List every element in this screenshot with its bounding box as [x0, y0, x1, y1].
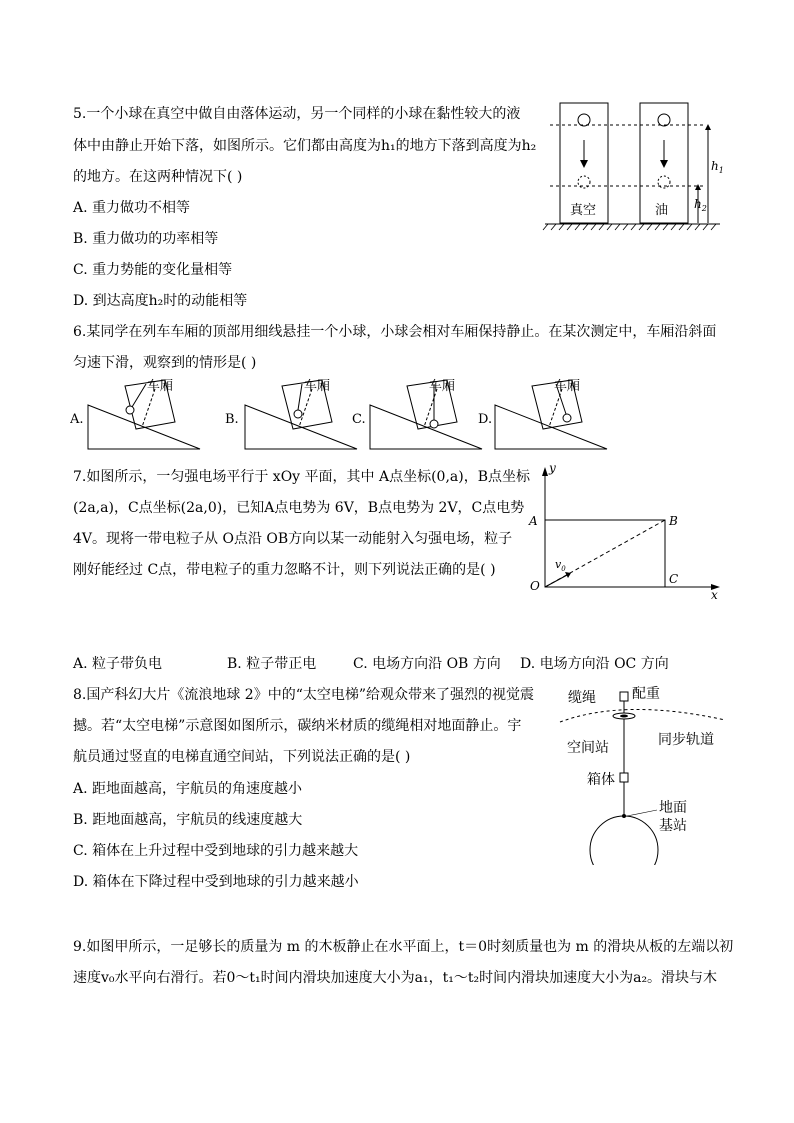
q7-option-c: C. 电场方向沿 OB 方向: [353, 656, 501, 672]
svg-text:h2: $h_2$: [694, 197, 707, 213]
q7-figure: [525, 462, 725, 602]
q7-option-b: B. 粒子带正电: [227, 656, 317, 672]
point-a: A: [529, 514, 538, 528]
q6-line-1: 6.某同学在列车车厢的顶部用细线悬挂一个小球，小球会相对车厢保持静止。在某次测定中，车厢沿斜面: [73, 324, 717, 340]
svg-text:车厢: 车厢: [554, 379, 581, 394]
q6-option-a: A.: [70, 412, 84, 427]
oil-label: 油: [655, 203, 669, 218]
counterweight-label: 配重: [632, 686, 660, 702]
q8-option-c: C. 箱体在上升过程中受到地球的引力越来越大: [73, 843, 359, 859]
q6-option-c: C.: [352, 412, 366, 427]
orbit-label: 同步轨道: [658, 732, 714, 748]
svg-text:车厢: 车厢: [147, 379, 174, 394]
q8-line-2: 撼。若“太空电梯”示意图如图所示，碳纳米材质的缆绳相对地面静止。宇: [73, 718, 522, 734]
station-base-label: 基站: [659, 818, 687, 834]
q5-option-b: B. 重力做功的功率相等: [73, 231, 219, 247]
q6-option-d: D.: [478, 412, 493, 427]
v0-label: v: [555, 558, 562, 571]
ball-top-vacuum: [578, 114, 590, 126]
q8-option-d: D. 箱体在下降过程中受到地球的引力越来越小: [73, 874, 359, 890]
y-axis-label: y: [549, 462, 556, 475]
q5-option-d: D. 到达高度h₂时的动能相等: [73, 293, 248, 309]
cable-label: 缆绳: [568, 690, 596, 706]
q7-line-2: (2a,a)，C点坐标(2a,0)，已知A点电势为 6V，B点电势为 2V，C点电势: [73, 500, 525, 516]
q8-option-a: A. 距地面越高，宇航员的角速度越小: [73, 781, 303, 797]
q7-option-d: D. 电场方向沿 OC 方向: [520, 656, 669, 672]
point-b: B: [669, 514, 678, 528]
q7-line-1: 7.如图所示，一匀强电场平行于 xOy 平面，其中 A点坐标(0,a)，B点坐标: [73, 469, 531, 485]
box-label: 箱体: [587, 772, 615, 788]
q5-line-3: 的地方。在这两种情况下( ): [73, 169, 243, 185]
h2-label: h: [694, 197, 702, 211]
q5-line-2: 体中由静止开始下落，如图所示。它们都由高度为h₁的地方下落到高度为h₂: [73, 138, 537, 154]
q8-option-b: B. 距地面越高，宇航员的线速度越大: [73, 812, 303, 828]
point-c: C: [669, 572, 679, 586]
q8-figure: [555, 680, 735, 865]
q5-option-a: A. 重力做功不相等: [73, 200, 191, 216]
station-label: 空间站: [567, 740, 609, 756]
svg-text:车厢: 车厢: [429, 379, 456, 394]
vacuum-label: 真空: [570, 203, 597, 218]
q6-figure: [70, 376, 730, 456]
ground-label: 地面: [659, 800, 687, 816]
svg-text:车厢: 车厢: [304, 379, 331, 394]
q5-line-1: 5.一个小球在真空中做自由落体运动，另一个同样的小球在黏性较大的液: [73, 106, 521, 122]
q7-line-4: 刚好能经过 C点，带电粒子的重力忽略不计，则下列说法正确的是( ): [73, 562, 496, 578]
q9-line-2: 速度v₀水平向右滑行。若0～t₁时间内滑块加速度大小为a₁，t₁～t₂时间内滑块加速度大小为a₂。滑块与木: [73, 970, 718, 986]
ball-top-oil: [658, 114, 670, 126]
q9-line-1: 9.如图甲所示，一足够长的质量为 m 的木板静止在水平面上，t＝0时刻质量也为 m 的滑块从板的左端以初: [73, 939, 734, 955]
q6-line-2: 匀速下滑，观察到的情形是( ): [73, 355, 257, 371]
h1-label: h: [711, 159, 719, 173]
point-o: O: [530, 579, 540, 593]
q8-line-1: 8.国产科幻大片《流浪地球 2》中的“太空电梯”给观众带来了强烈的视觉震: [73, 687, 535, 703]
q7-option-a: A. 粒子带负电: [73, 656, 163, 672]
q8-line-3: 航员通过竖直的电梯直通空间站，下列说法正确的是( ): [73, 749, 411, 765]
q6-option-b: B.: [225, 412, 239, 427]
x-axis-label: x: [711, 588, 718, 602]
svg-text:h1: $h_1$: [711, 159, 724, 175]
q5-figure: [540, 98, 730, 233]
svg-text:v0: $v_0$: [555, 558, 566, 573]
q7-line-3: 4V。现将一带电粒子从 O点沿 OB方向以某一动能射入匀强电场，粒子: [73, 531, 513, 547]
q5-option-c: C. 重力势能的变化量相等: [73, 262, 233, 278]
earth: [590, 816, 658, 865]
